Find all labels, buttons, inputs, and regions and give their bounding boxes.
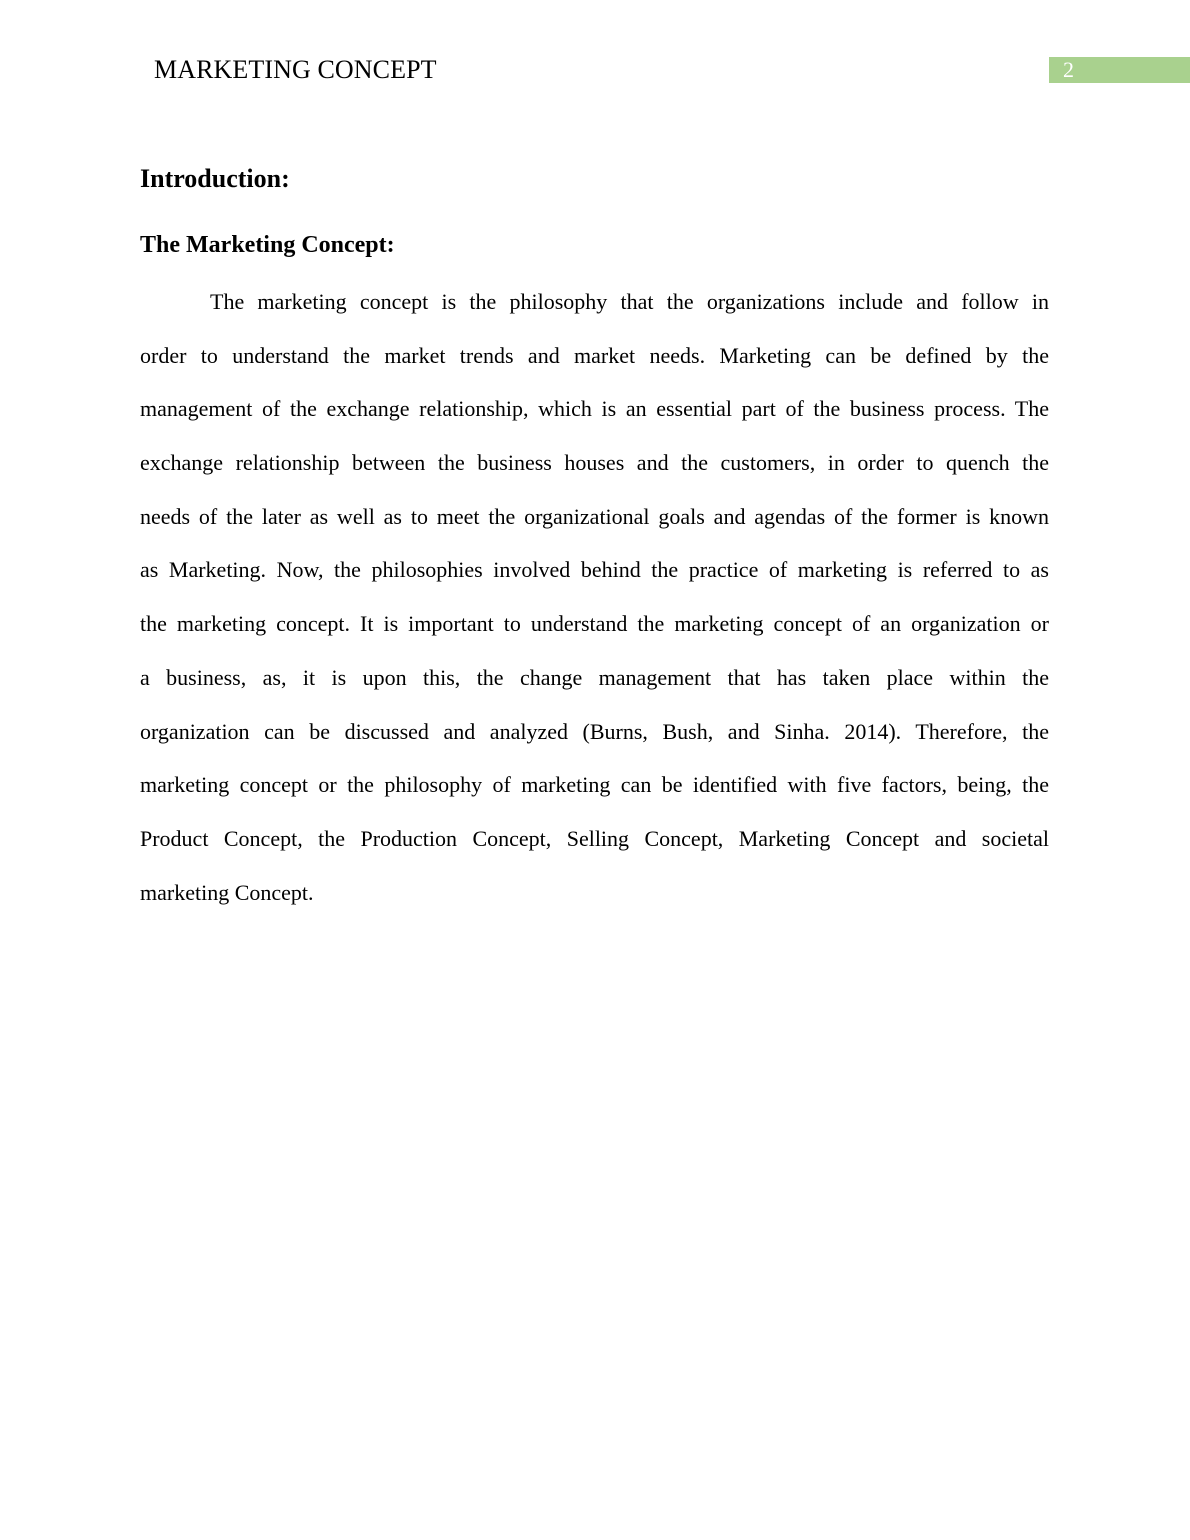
paragraph-line: as Marketing. Now, the philosophies involved behind the practice of marketing is referred to as [140, 557, 1049, 583]
section-heading-introduction: Introduction: [140, 164, 290, 193]
body-paragraph [140, 285, 1049, 929]
paragraph-line: marketing Concept. [140, 879, 314, 905]
subsection-heading-marketing-concept: The Marketing Concept: [140, 232, 395, 258]
paragraph-line: a business, as, it is upon this, the change management that has taken place within the [140, 664, 1049, 690]
paragraph-line: order to understand the market trends and market needs. Marketing can be defined by the [140, 342, 1049, 368]
paragraph-line: The marketing concept is the philosophy that the organizations include and follow in [210, 289, 1049, 314]
paragraph-line: the marketing concept. It is important to understand the marketing concept of an organization or [140, 611, 1049, 637]
paragraph-line: exchange relationship between the business houses and the customers, in order to quench the [140, 450, 1049, 476]
page-number: 2 [1063, 57, 1074, 82]
paragraph-line: organization can be discussed and analyzed (Burns, Bush, and Sinha. 2014). Therefore, the [140, 718, 1049, 744]
paragraph-line: needs of the later as well as to meet the organizational goals and agendas of the former is known [140, 503, 1049, 529]
page-number-badge [1049, 57, 1190, 83]
paragraph-line: marketing concept or the philosophy of marketing can be identified with five factors, being, the [140, 772, 1049, 798]
paragraph-line: Product Concept, the Production Concept, Selling Concept, Marketing Concept and societal [140, 825, 1049, 851]
paragraph-line: management of the exchange relationship, which is an essential part of the business process. The [140, 396, 1049, 422]
running-head: MARKETING CONCEPT [154, 55, 437, 84]
